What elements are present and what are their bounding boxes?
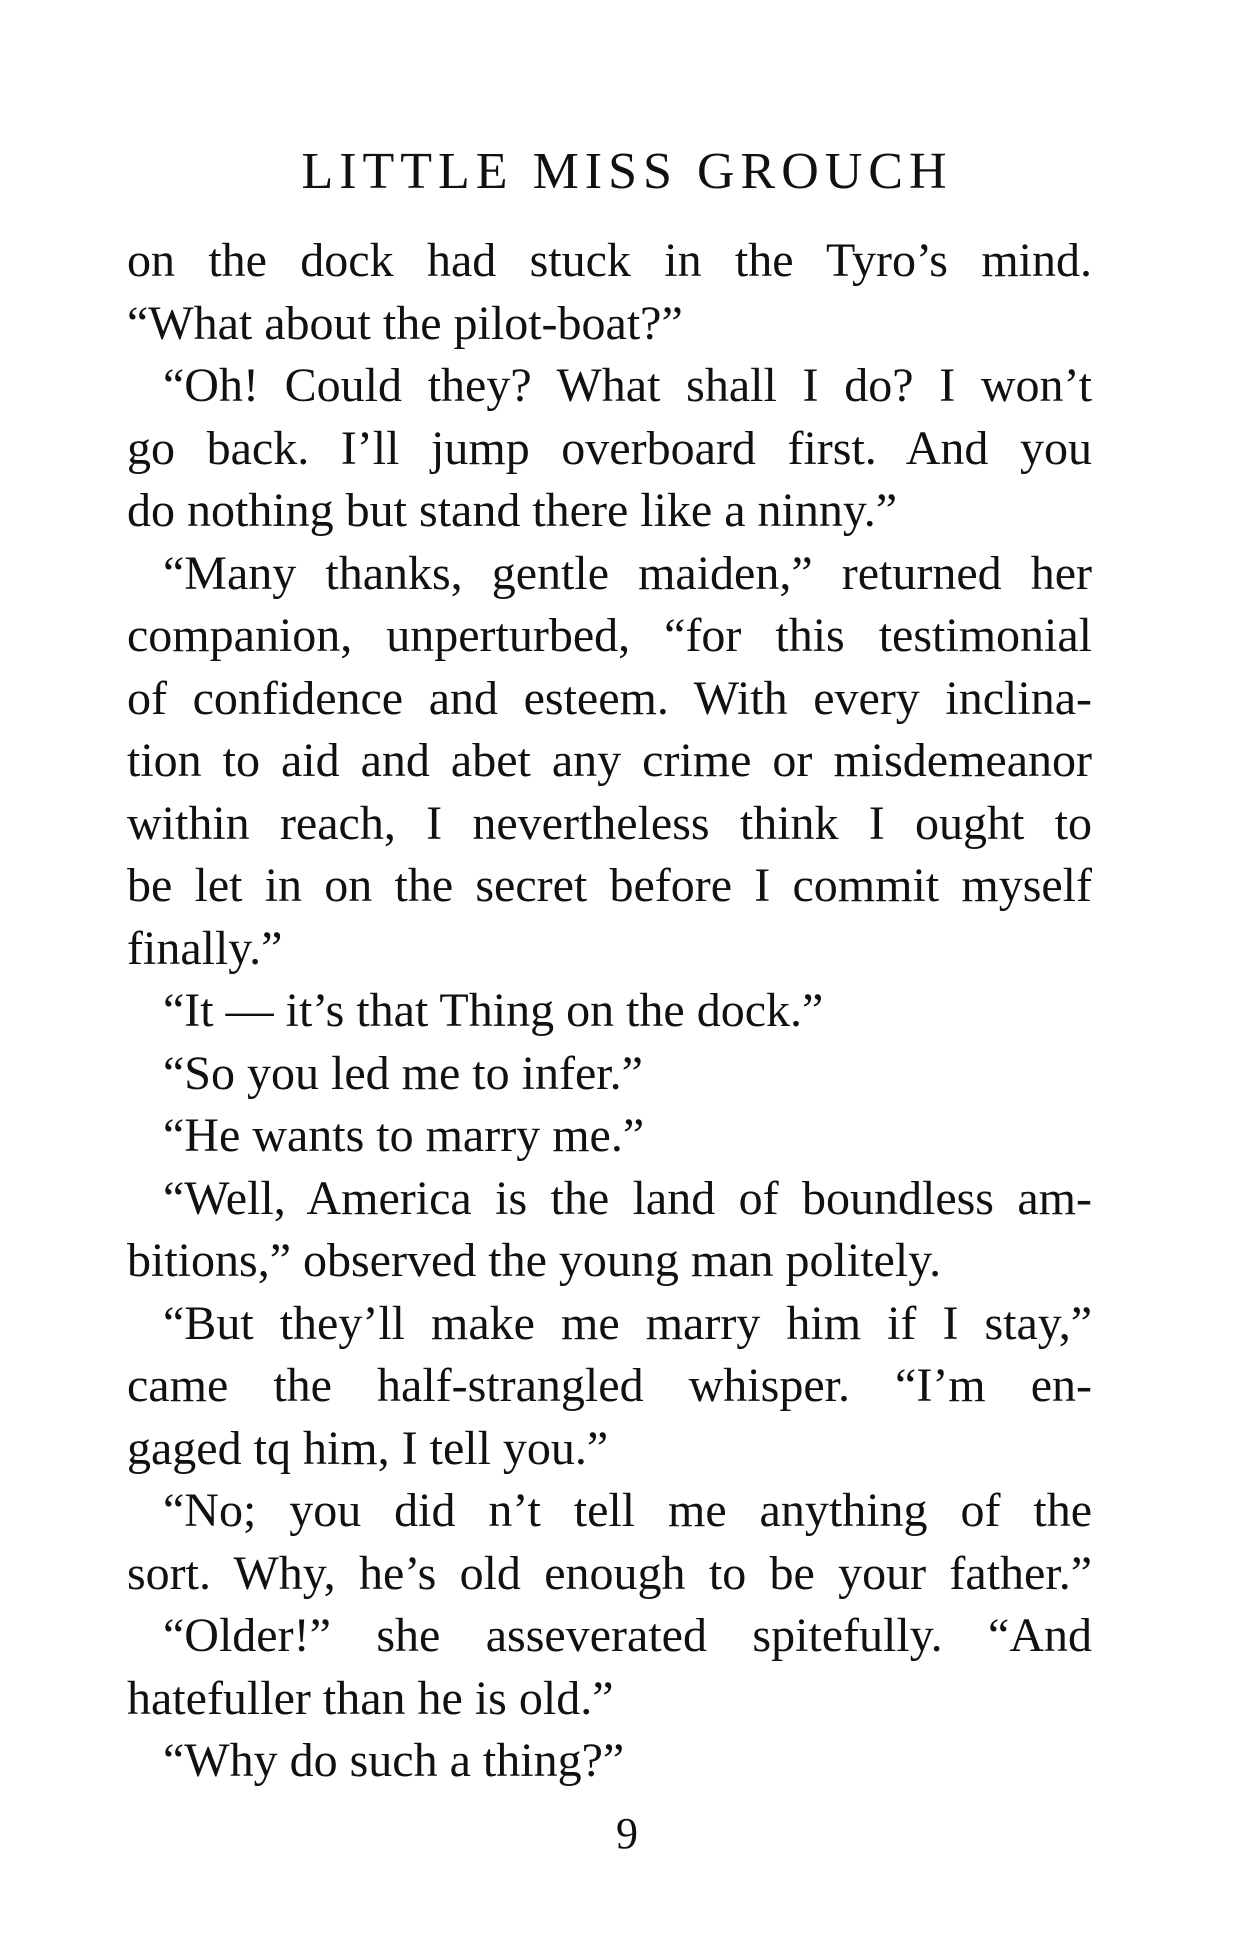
text-line: “Older!” she asseverated spitefully. “And [163, 1609, 1092, 1662]
text-line: finally.” [127, 921, 283, 975]
text-line: “But they’ll make me marry him if I stay,” [163, 1296, 1092, 1350]
text-line: “It — it’s that Thing on the dock.” [163, 984, 824, 1037]
text-line: sort. Why, he’s old enough to be your father.” [127, 1546, 1092, 1600]
text-line: companion, unperturbed, “for this testimonial [127, 609, 1092, 662]
body-text [127, 230, 1092, 1793]
text-line: “Oh! Could they? What shall I do? I won’t [163, 359, 1092, 412]
text-line: bitions,” observed the young man politely. [127, 1234, 942, 1287]
text-line: do nothing but stand there like a ninny.” [127, 484, 898, 537]
text-line: gaged tq him, I tell you.” [127, 1421, 609, 1475]
text-line: on the dock had stuck in the Tyro’s mind. [127, 234, 1092, 287]
page-number: 9 [616, 1809, 638, 1858]
text-line: “Many thanks, gentle maiden,” returned her [163, 546, 1092, 600]
text-line: came the half-strangled whisper. “I’m en- [127, 1359, 1092, 1412]
running-head: LITTLE MISS GROUCH [301, 143, 953, 200]
text-line: of confidence and esteem. With every inclina- [127, 671, 1092, 725]
text-line: “What about the pilot-boat?” [127, 296, 683, 350]
text-line: hatefuller than he is old.” [127, 1671, 614, 1725]
text-line: “Well, America is the land of boundless am- [163, 1171, 1092, 1225]
text-line: “Why do such a thing?” [163, 1734, 625, 1787]
text-line: within reach, I nevertheless think I ought to [127, 796, 1092, 850]
text-line: be let in on the secret before I commit myself [127, 859, 1092, 912]
text-line: “So you led me to infer.” [163, 1046, 643, 1100]
text-line: tion to aid and abet any crime or misdemeanor [127, 734, 1092, 787]
text-line: go back. I’ll jump overboard first. And you [127, 421, 1092, 475]
text-line: “No; you did n’t tell me anything of the [163, 1484, 1092, 1537]
text-line: “He wants to marry me.” [163, 1109, 645, 1162]
